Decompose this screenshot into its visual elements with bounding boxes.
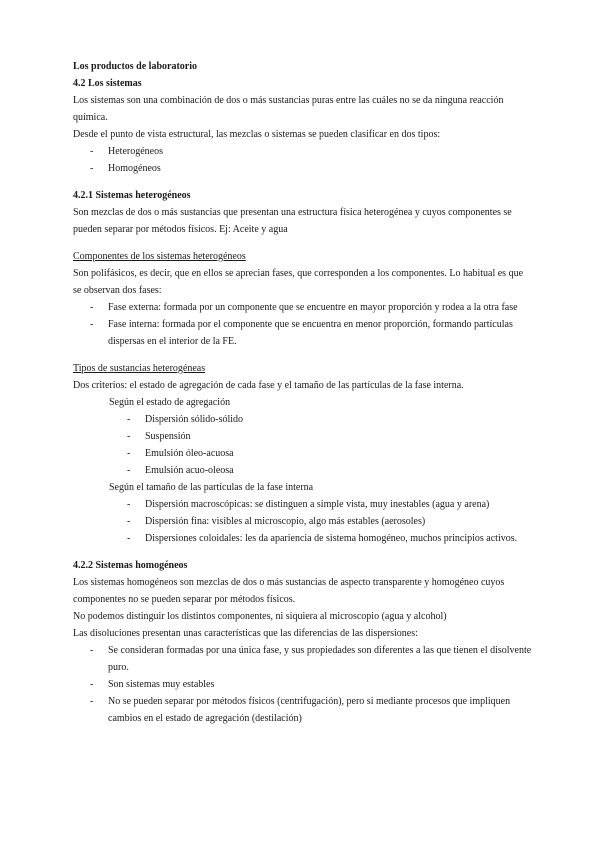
list-item: - Dispersiones coloidales: les da apariencia de sistema homogéneo, muchos principios activos. — [73, 530, 533, 547]
dash-bullet: - — [90, 645, 94, 656]
dash-bullet: - — [127, 414, 131, 425]
dash-bullet: - — [90, 319, 94, 330]
particle-size-list — [73, 496, 533, 547]
list-item: - Emulsión óleo-acuosa — [73, 445, 533, 462]
section-4-2-2-heading: 4.2.2 Sistemas homogéneos — [73, 560, 188, 571]
list-item: - No se pueden separar por métodos físicos (centrifugación), pero si mediante procesos que impliquen cambios en el estado de agregación (destilación) — [73, 693, 533, 727]
list-item: - Heterogéneos — [73, 143, 533, 160]
section-4-2-1-paragraph: Son mezclas de dos o más sustancias que presentan una estructura física heterogénea y cuyos componentes se pueden separar por métodos físicos. Ej: Aceite y agua — [73, 207, 512, 235]
section-4-2-paragraph-2: Desde el punto de vista estructural, las mezclas o sistemas se pueden clasificar en dos tipos: — [73, 129, 441, 140]
aggregation-list — [73, 411, 533, 479]
list-item: - Son sistemas muy estables — [73, 676, 533, 693]
dash-bullet: - — [90, 696, 94, 707]
list-item: - Dispersión sólido-sólido — [73, 411, 533, 428]
document-page — [73, 58, 533, 727]
aggregation-criterion-label: Según el estado de agregación — [109, 397, 231, 408]
list-item: - Fase externa: formada por un componente que se encuentre en mayor proporción y rodea a la otra fase — [73, 299, 533, 316]
section-4-2-1-heading: 4.2.1 Sistemas heterogéneos — [73, 190, 191, 201]
section-4-2-2-paragraph-2: No podemos distinguir los distintos componentes, ni siquiera al microscopio (agua y alcohol) — [73, 611, 447, 622]
dash-bullet: - — [90, 679, 94, 690]
system-types-list — [73, 143, 533, 177]
dash-bullet: - — [127, 533, 131, 544]
dissolution-features-list — [73, 642, 533, 727]
dash-bullet: - — [127, 499, 131, 510]
list-item: - Dispersión macroscópicas: se distinguen a simple vista, muy inestables (agua y arena) — [73, 496, 533, 513]
section-4-2-paragraph-1: Los sistemas son una combinación de dos o más sustancias puras entre las cuáles no se da ninguna reacción química. — [73, 95, 504, 123]
kinds-paragraph: Dos criterios: el estado de agregación de cada fase y el tamaño de las partículas de la fase interna. — [73, 380, 464, 391]
section-4-2-heading: 4.2 Los sistemas — [73, 78, 142, 89]
phases-list — [73, 299, 533, 350]
section-4-2-2-paragraph-1: Los sistemas homogéneos son mezclas de dos o más sustancias de aspecto transparente y homogéneo cuyos componentes no se pueden separar por métodos físicos. — [73, 577, 505, 605]
dash-bullet: - — [127, 448, 131, 459]
particle-size-criterion-label: Según el tamaño de las partículas de la fase interna — [109, 482, 314, 493]
dash-bullet: - — [90, 302, 94, 313]
dash-bullet: - — [90, 146, 94, 157]
document-title: Los productos de laboratorio — [73, 61, 197, 72]
dash-bullet: - — [127, 431, 131, 442]
dash-bullet: - — [127, 465, 131, 476]
list-item: - Emulsión acuo-oleosa — [73, 462, 533, 479]
list-item: - Dispersión fina: visibles al microscopio, algo más estables (aerosoles) — [73, 513, 533, 530]
list-item: - Fase interna: formada por el componente que se encuentra en menor proporción, formando partículas dispersas en el interior de la FE. — [73, 316, 533, 350]
list-item: - Se consideran formadas por una única fase, y sus propiedades son diferentes a las que tienen el disolvente puro. — [73, 642, 533, 676]
components-paragraph: Son polifásicos, es decir, que en ellos se aprecian fases, que corresponden a los componentes. Lo habitual es que se observan dos fases: — [73, 268, 524, 296]
kinds-heading: Tipos de sustancias heterogéneas — [73, 363, 206, 374]
section-4-2-2-paragraph-3: Las disoluciones presentan unas características que las diferencias de las dispersiones: — [73, 628, 418, 639]
dash-bullet: - — [90, 163, 94, 174]
list-item: - Homogéneos — [73, 160, 533, 177]
dash-bullet: - — [127, 516, 131, 527]
list-item: - Suspensión — [73, 428, 533, 445]
components-heading: Componentes de los sistemas heterogéneos — [73, 251, 246, 262]
